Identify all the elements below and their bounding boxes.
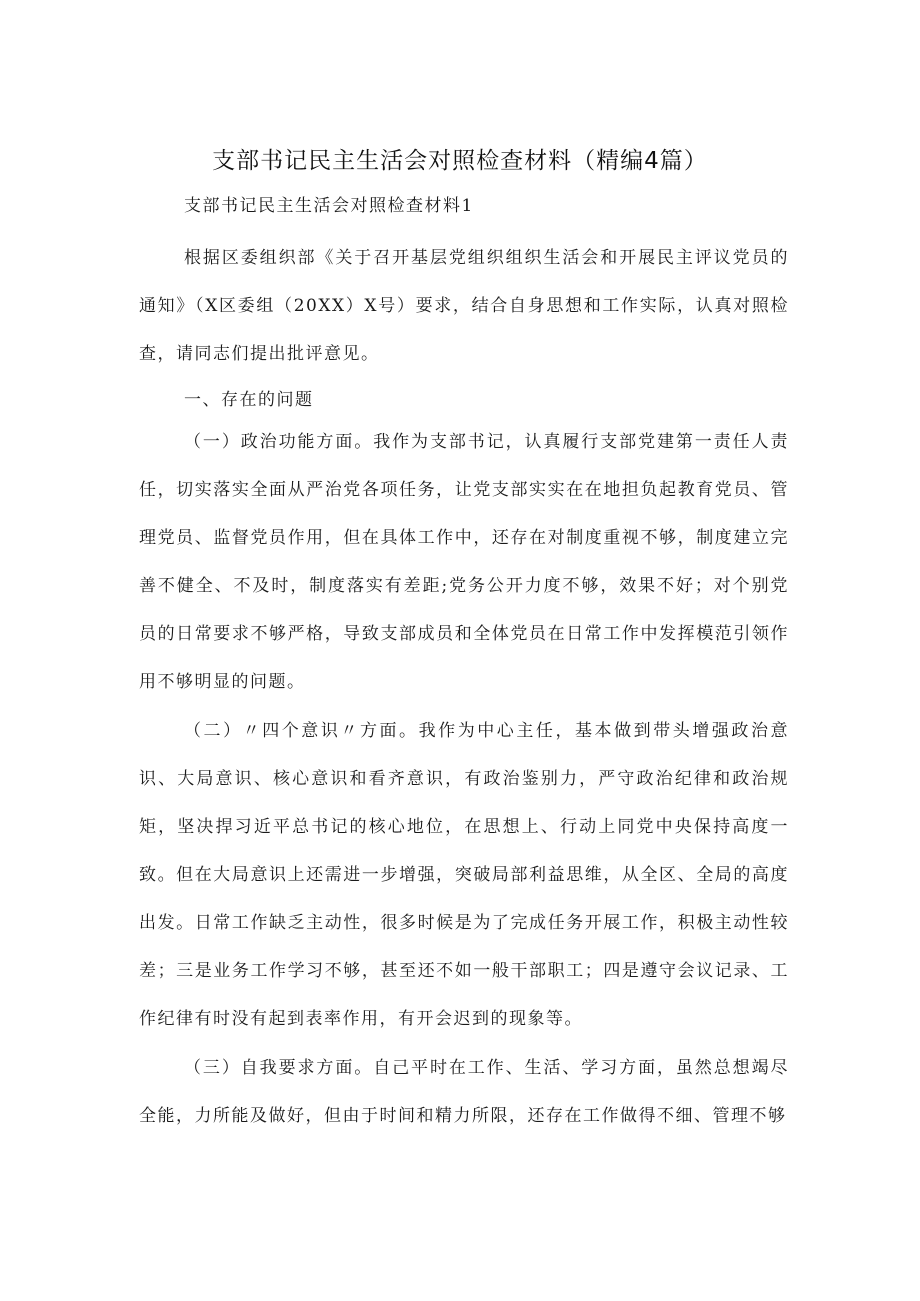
paragraph-self-requirements: （三）自我要求方面。自己平时在工作、生活、学习方面，虽然总想竭尽全能，力所能及做好，但由于时间和精力所限，还存在工作做得不细、管理不够 (139, 1058, 789, 1126)
document-title: 支部书记民主生活会对照检查材料（精编4篇） (212, 148, 708, 174)
section-heading-problems: 一、存在的问题 (184, 390, 314, 410)
intro-paragraph: 根据区委组织部《关于召开基层党组织组织生活会和开展民主评议党员的通知》（X区委组（20XX）X号）要求，结合自身思想和工作实际，认真对照检查，请同志们提出批评意见。 (139, 248, 789, 364)
paragraph-political-function: （一）政治功能方面。我作为支部书记，认真履行支部党建第一责任人责任，切实落实全面从严治党各项任务，让党支部实实在在地担负起教育党员、管理党员、监督党员作用，但在具体工作中，还存在对制度重视不够，制度建立完善不健全、不及时，制度落实有差距;党务公开力度不够，效果不好；对个别党员的日常要求不够严格，导致支部成员和全体党员在日常工作中发挥模范引领作用不够明显的问题。 (139, 432, 789, 692)
document-subtitle: 支部书记民主生活会对照检查材料1 (184, 196, 474, 216)
paragraph-four-consciousness: （二）〃四个意识〃方面。我作为中心主任，基本做到带头增强政治意识、大局意识、核心意识和看齐意识，有政治鉴别力，严守政治纪律和政治规矩，坚决捍习近平总书记的核心地位，在思想上、行动上同党中央保持高度一致。但在大局意识上还需进一步增强，突破局部利益思维，从全区、全局的高度出发。日常工作缺乏主动性，很多时候是为了完成任务开展工作，积极主动性较差；三是业务工作学习不够，甚至还不如一般干部职工；四是遵守会议记录、工作纪律有时没有起到表率作用，有开会迟到的现象等。 (139, 721, 789, 1029)
